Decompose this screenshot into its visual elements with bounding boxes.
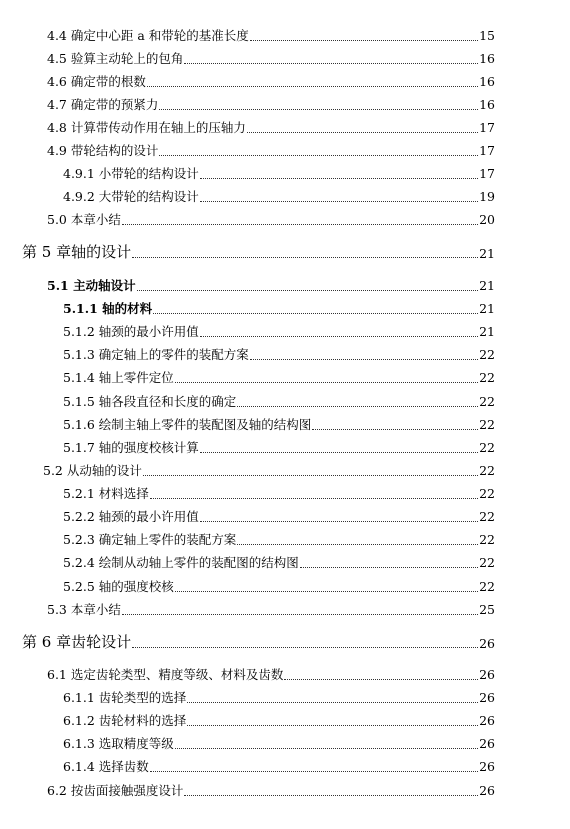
toc-entry-title: 4.5 验算主动轮上的包角: [47, 51, 184, 66]
dot-leader: [175, 747, 478, 749]
dot-leader: [184, 794, 478, 796]
toc-entry-title: 4.7 确定带的预紧力: [47, 97, 159, 112]
toc-page-number: 22: [479, 532, 495, 547]
toc-entry-4-9-2[interactable]: [63, 191, 495, 204]
dot-leader: [300, 566, 478, 568]
toc-page-number: 22: [479, 463, 495, 478]
toc-page-number: 26: [479, 759, 495, 774]
toc-entry-4-8[interactable]: [47, 122, 495, 135]
toc-page-number: 17: [479, 143, 495, 158]
dot-leader: [184, 62, 478, 64]
toc-entry-4-7[interactable]: [47, 99, 495, 112]
toc-entry-title: 5.0 本章小结: [47, 212, 121, 227]
dot-leader: [187, 701, 478, 703]
toc-entry-4-9-1[interactable]: [63, 168, 495, 181]
toc-entry-title: 5.1.1 轴的材料: [63, 301, 153, 316]
toc-chapter-title: 第 5 章轴的设计: [22, 243, 132, 261]
toc-entry-title: 5.3 本章小结: [47, 602, 121, 617]
dot-leader: [143, 474, 478, 476]
toc-page-number: 17: [479, 120, 495, 135]
dot-leader: [122, 613, 478, 615]
toc-entry-5-2[interactable]: [43, 465, 495, 478]
dot-leader: [137, 289, 478, 291]
toc-chapter-6[interactable]: [22, 635, 495, 650]
toc-chapter-title: 第 6 章齿轮设计: [22, 633, 132, 651]
toc-entry-5-2-1[interactable]: [63, 488, 495, 501]
toc-entry-title: 5.1.7 轴的强度校核计算: [63, 440, 199, 455]
toc-entry-title: 6.1.2 齿轮材料的选择: [63, 713, 187, 728]
toc-page-number: 26: [479, 690, 495, 705]
toc-entry-5-3[interactable]: [47, 604, 495, 617]
toc-entry-4-6[interactable]: [47, 76, 495, 89]
toc-entry-title: 4.6 确定带的根数: [47, 74, 146, 89]
toc-page-number: 22: [479, 555, 495, 570]
toc-entry-title: 4.9.1 小带轮的结构设计: [63, 166, 199, 181]
toc-entry-title: 5.2.5 轴的强度校核: [63, 579, 174, 594]
toc-page-number: 22: [479, 370, 495, 385]
toc-page-number: 26: [479, 635, 495, 651]
toc-page-number: 22: [479, 394, 495, 409]
toc-page-number: 22: [479, 347, 495, 362]
toc-page-number: 22: [479, 417, 495, 432]
dot-leader: [200, 177, 478, 179]
toc-page-number: 26: [479, 783, 495, 798]
toc-page-number: 21: [479, 301, 495, 316]
dot-leader: [122, 223, 478, 225]
dot-leader: [200, 200, 478, 202]
toc-entry-title: 5.1.3 确定轴上的零件的装配方案: [63, 347, 249, 362]
toc-entry-title: 4.4 确定中心距 a 和带轮的基准长度: [47, 28, 249, 43]
dot-leader: [159, 108, 478, 110]
toc-entry-title: 6.1 选定齿轮类型、精度等级、材料及齿数: [47, 667, 284, 682]
toc-entry-5-1-3[interactable]: [63, 349, 495, 362]
toc-page-number: 26: [479, 736, 495, 751]
dot-leader: [175, 381, 478, 383]
dot-leader: [150, 497, 478, 499]
toc-entry-4-9[interactable]: [47, 145, 495, 158]
toc-entry-5-2-3[interactable]: [63, 534, 495, 547]
toc-entry-6-1-2[interactable]: [63, 715, 495, 728]
toc-page-number: 26: [479, 667, 495, 682]
toc-page-number: 21: [479, 324, 495, 339]
toc-entry-5-1-1[interactable]: [63, 303, 495, 316]
dot-leader: [250, 358, 478, 360]
toc-entry-title: 6.1.1 齿轮类型的选择: [63, 690, 187, 705]
toc-entry-title: 5.1.2 轴颈的最小许用值: [63, 324, 199, 339]
toc-entry-4-5[interactable]: [47, 53, 495, 66]
toc-entry-title: 4.9 带轮结构的设计: [47, 143, 159, 158]
toc-page-number: 16: [479, 97, 495, 112]
toc-entry-6-1-1[interactable]: [63, 692, 495, 705]
toc-page-number: 22: [479, 579, 495, 594]
dot-leader: [187, 724, 478, 726]
toc-page-number: 21: [479, 245, 495, 261]
toc-page-number: 25: [479, 602, 495, 617]
dot-leader: [237, 543, 478, 545]
toc-entry-title: 6.1.4 选择齿数: [63, 759, 149, 774]
toc-entry-title: 5.1.5 轴各段直径和长度的确定: [63, 394, 237, 409]
toc-entry-6-2[interactable]: [47, 785, 495, 798]
dot-leader: [247, 131, 478, 133]
toc-page-number: 22: [479, 486, 495, 501]
toc-entry-title: 5.2 从动轴的设计: [43, 463, 142, 478]
toc-entry-5-2-5[interactable]: [63, 581, 495, 594]
toc-page-number: 16: [479, 51, 495, 66]
dot-leader: [200, 335, 478, 337]
toc-entry-title: 5.1.6 绘制主轴上零件的装配图及轴的结构图: [63, 417, 312, 432]
dot-leader: [175, 590, 478, 592]
dot-leader: [250, 39, 478, 41]
toc-page-number: 16: [479, 74, 495, 89]
toc-page-number: 20: [479, 212, 495, 227]
toc-entry-title: 6.1.3 选取精度等级: [63, 736, 174, 751]
toc-page-number: 21: [479, 278, 495, 293]
toc-page-number: 17: [479, 166, 495, 181]
toc-entry-5-2-2[interactable]: [63, 511, 495, 524]
toc-entry-title: 5.2.1 材料选择: [63, 486, 149, 501]
dot-leader: [284, 678, 478, 680]
dot-leader: [200, 451, 478, 453]
toc-entry-5-2-4[interactable]: [63, 557, 495, 570]
dot-leader: [147, 85, 478, 87]
toc-entry-5-1-4[interactable]: [63, 372, 495, 385]
toc-entry-6-1-4[interactable]: [63, 761, 495, 774]
toc-entry-title: 6.2 按齿面接触强度设计: [47, 783, 184, 798]
dot-leader: [312, 428, 478, 430]
toc-page-number: 22: [479, 509, 495, 524]
toc-entry-title: 5.1.4 轴上零件定位: [63, 370, 174, 385]
dot-leader: [132, 646, 478, 648]
toc-entry-5-1-6[interactable]: [63, 419, 495, 432]
dot-leader: [153, 312, 478, 314]
toc-entry-title: 4.8 计算带传动作用在轴上的压轴力: [47, 120, 246, 135]
toc-chapter-5[interactable]: [22, 245, 495, 260]
toc-page-number: 22: [479, 440, 495, 455]
dot-leader: [132, 256, 478, 258]
toc-page-number: 15: [479, 28, 495, 43]
toc-entry-title: 5.2.3 确定轴上零件的装配方案: [63, 532, 237, 547]
toc-entry-5-1[interactable]: [47, 280, 495, 293]
dot-leader: [150, 770, 478, 772]
toc-entry-title: 5.1 主动轴设计: [47, 278, 136, 293]
toc-entry-5-1-2[interactable]: [63, 326, 495, 339]
toc-entry-6-1[interactable]: [47, 669, 495, 682]
toc-page-number: 26: [479, 713, 495, 728]
dot-leader: [159, 154, 478, 156]
toc-entry-4-4[interactable]: [47, 30, 495, 43]
toc-entry-title: 5.2.2 轴颈的最小许用值: [63, 509, 199, 524]
dot-leader: [237, 405, 478, 407]
toc-entry-6-1-3[interactable]: [63, 738, 495, 751]
toc-page-number: 19: [479, 189, 495, 204]
toc-entry-title: 4.9.2 大带轮的结构设计: [63, 189, 199, 204]
toc-entry-5-1-7[interactable]: [63, 442, 495, 455]
toc-entry-5-1-5[interactable]: [63, 396, 495, 409]
dot-leader: [200, 520, 478, 522]
toc-entry-5-0[interactable]: [47, 214, 495, 227]
toc-entry-title: 5.2.4 绘制从动轴上零件的装配图的结构图: [63, 555, 299, 570]
